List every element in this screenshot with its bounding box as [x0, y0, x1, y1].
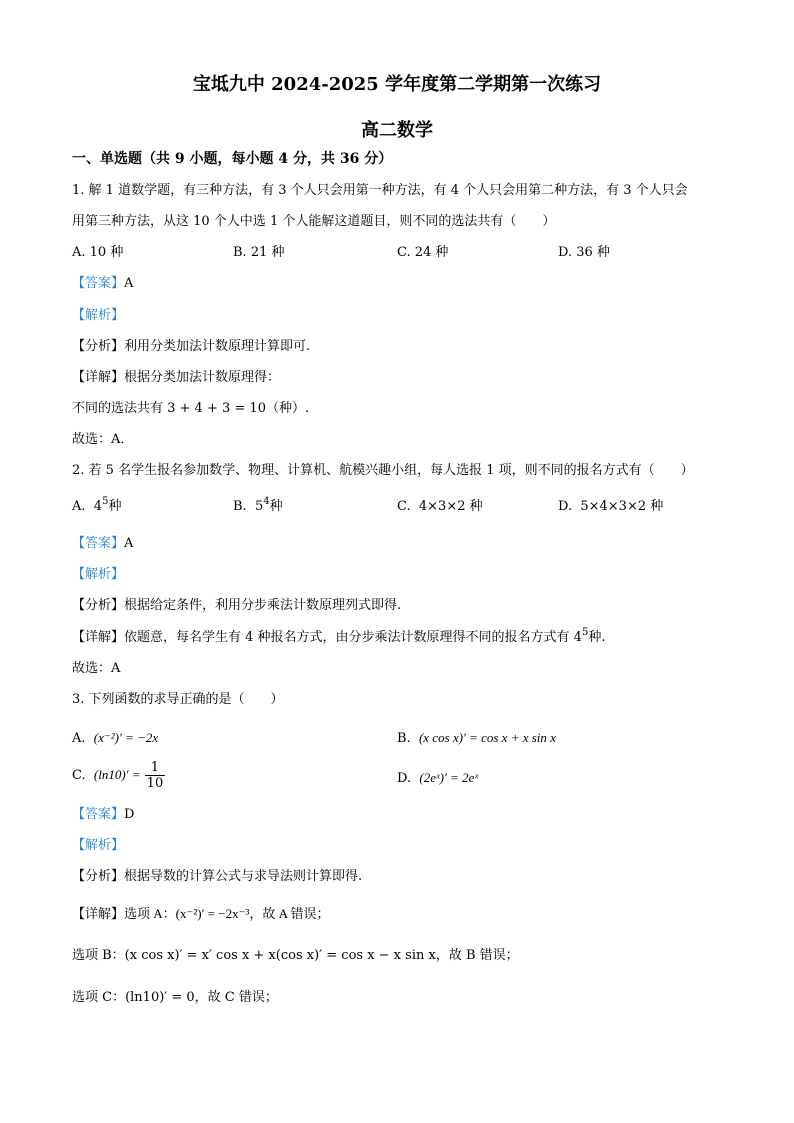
- q3-c-lhs: (ln10)′ =: [93, 767, 141, 782]
- answer-tag: 【答案】: [72, 276, 125, 291]
- q1-option-c: C. 24 种: [397, 245, 449, 260]
- q2-detail: [72, 629, 605, 648]
- q2-d-text: 5×4×3×2 种: [580, 499, 664, 514]
- detail-tag: 【详解】: [72, 907, 125, 922]
- q3-c-numerator: 1: [145, 760, 166, 776]
- q2-fenxi-text: 根据给定条件，利用分步乘法计数原理列式即得.: [124, 598, 402, 613]
- q2-detail-post: 种.: [588, 630, 606, 645]
- q3-detail-b: 选项 B：(x cos x)′ = x′ cos x + x(cos x)′ = cos x − x sin x，故 B 错误；: [72, 948, 519, 963]
- analysis-tag: 【解析】: [72, 838, 125, 853]
- q1-choose: 故选：A．: [72, 432, 134, 447]
- q2-stem: 2. 若 5 名学生报名参加数学、物理、计算机、航模兴趣小组，每人选报 1 项，则不同的报名方式有（ ）: [72, 463, 694, 478]
- q1-fenxi-text: 利用分类加法计数原理计算即可.: [124, 339, 311, 354]
- q2-b-exp: 4: [263, 496, 270, 507]
- q3-b-formula: (x cos x)′ = cos x + x sin x: [418, 730, 556, 745]
- q1-option-a: A. 10 种: [72, 245, 124, 260]
- q2-option-c: C. 4×3×2 种: [397, 499, 483, 514]
- q3-analysis: [72, 837, 124, 855]
- detail-tag: 【详解】: [72, 370, 125, 385]
- q3-answer-value: D: [124, 807, 135, 822]
- q3-answer: [72, 806, 134, 824]
- document-subtitle: 高二数学: [361, 120, 433, 141]
- detail-tag: 【详解】: [72, 630, 125, 645]
- q2-option-d: D. 5×4×3×2 种: [558, 499, 664, 514]
- q1-stem-line1: 1. 解 1 道数学题，有三种方法，有 3 个人只会用第一种方法，有 4 个人只会用第二种方法，有 3 个人只会: [72, 183, 688, 198]
- q3-stem: 3. 下列函数的求导正确的是（ ）: [72, 692, 284, 707]
- q1-stem-line2: 用第三种方法，从这 10 个人中选 1 个人能解这道题目，则不同的选法共有（ ）: [72, 214, 556, 229]
- q2-answer-value: A: [124, 536, 134, 551]
- fenxi-tag: 【分析】: [72, 869, 125, 884]
- q3-detail-a-text: 选项 A：(x⁻²)′ = −2x⁻³，故 A 错误；: [124, 906, 330, 921]
- q2-a-exp: 5: [102, 496, 109, 507]
- answer-tag: 【答案】: [72, 807, 125, 822]
- q1-answer: [72, 275, 133, 293]
- q3-c-fraction: [145, 760, 166, 791]
- q1-fenxi: [72, 338, 310, 356]
- q3-fenxi-text: 根据导数的计算公式与求导法则计算即得.: [124, 869, 363, 884]
- q2-b-unit: 种: [269, 499, 283, 514]
- q2-answer: [72, 535, 133, 553]
- q3-detail-a: [72, 905, 330, 924]
- q2-b-base: 5: [254, 499, 264, 514]
- q1-calc: 不同的选法共有 3 + 4 + 3 = 10（种）.: [72, 401, 310, 416]
- q1-option-d: D. 36 种: [558, 245, 610, 260]
- q1-detail-text: 根据分类加法计数原理得：: [124, 370, 281, 385]
- q2-detail-pre: 依题意，每名学生有 4 种报名方式，由分步乘法计数原理得不同的报名方式有 4: [124, 630, 582, 645]
- q3-option-c: C. (ln10)′ = $\frac{1}{10}$: [72, 760, 164, 791]
- q2-a-base: 4: [93, 499, 103, 514]
- q3-a-formula: (x⁻²)′ = −2x: [93, 730, 159, 745]
- q3-option-d: D. (2eˣ)′ = 2eˣ: [397, 770, 479, 786]
- fenxi-tag: 【分析】: [72, 598, 125, 613]
- q3-fenxi: [72, 868, 362, 886]
- q2-choose: 故选：A: [72, 661, 121, 676]
- q1-detail: [72, 369, 280, 387]
- q2-option-b: B. $5^4$种: [233, 496, 283, 514]
- q2-c-text: 4×3×2 种: [418, 499, 483, 514]
- q2-detail-exp: 5: [581, 627, 589, 638]
- analysis-tag: 【解析】: [72, 567, 125, 582]
- q2-option-a: A. $4^5$种: [72, 496, 122, 514]
- analysis-tag: 【解析】: [72, 308, 125, 323]
- fenxi-tag: 【分析】: [72, 339, 125, 354]
- q3-c-denominator: 10: [146, 776, 164, 791]
- q1-option-b: B. 21 种: [233, 245, 285, 260]
- q1-analysis: [72, 307, 124, 325]
- q3-detail-c: 选项 C：(ln10)′ = 0，故 C 错误；: [72, 990, 278, 1005]
- q2-fenxi: [72, 597, 401, 615]
- document-title: 宝坻九中 2024-2025 学年度第二学期第一次练习: [192, 74, 602, 95]
- q3-option-b: B. (x cos x)′ = cos x + x sin x: [397, 730, 556, 746]
- section-heading: 一、单选题（共 9 小题，每小题 4 分，共 36 分）: [72, 151, 393, 167]
- answer-tag: 【答案】: [72, 536, 125, 551]
- q2-a-unit: 种: [108, 499, 122, 514]
- q1-answer-value: A: [124, 276, 134, 291]
- q2-analysis: [72, 566, 124, 584]
- q3-d-formula: (2eˣ)′ = 2eˣ: [419, 770, 479, 785]
- q3-option-a: A. (x⁻²)′ = −2x: [72, 730, 159, 746]
